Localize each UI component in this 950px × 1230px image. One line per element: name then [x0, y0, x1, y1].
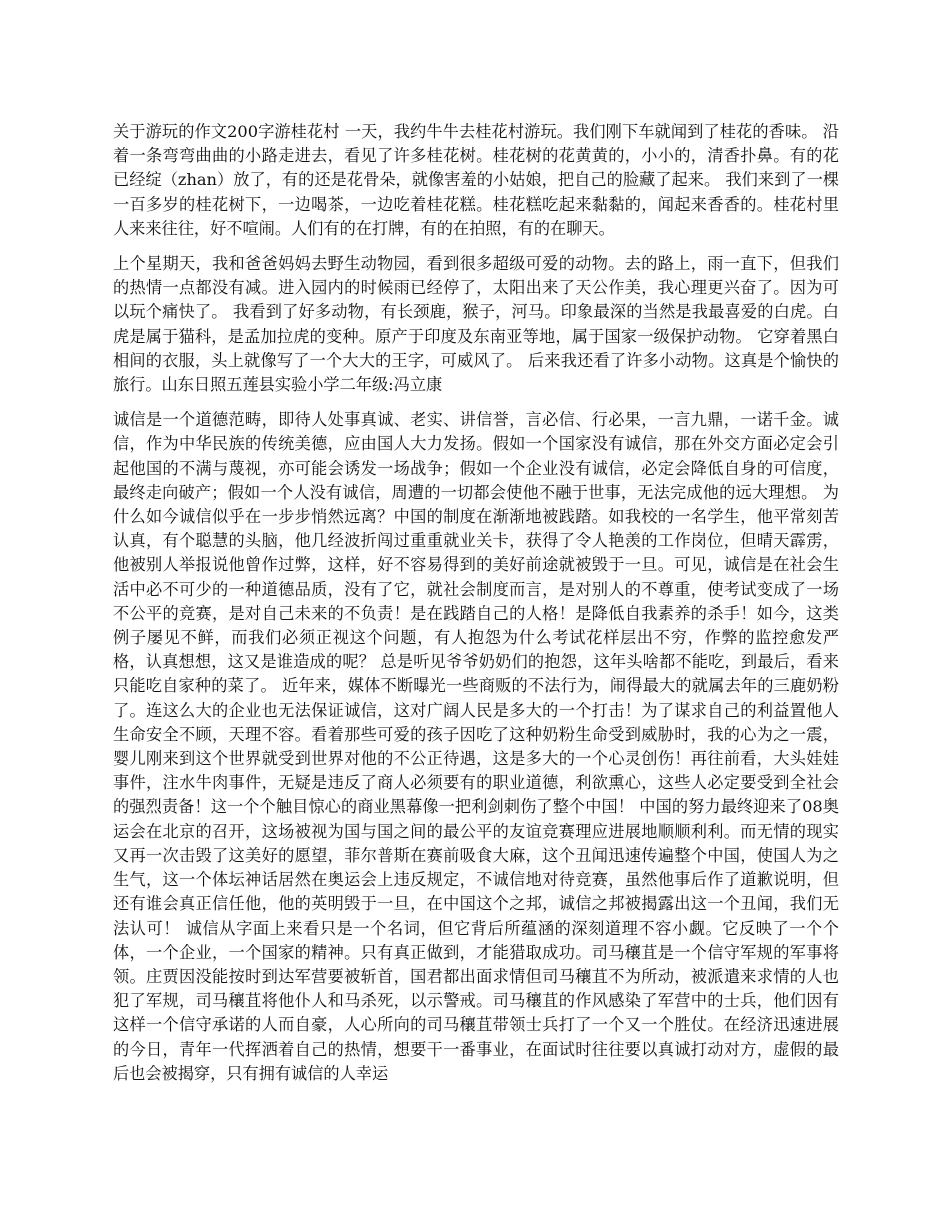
paragraph-integrity-essay: 诚信是一个道德范畴，即待人处事真诚、老实、讲信誉，言必信、行必果，一言九鼎，一诺千金。诚信，作为中华民族的传统美德，应由国人大力发扬。假如一个国家没有诚信，那在外交方面必定会引起他国的不满与蔑视，亦可能会诱发一场战争；假如一个企业没有诚信，必定会降低自身的可信度，最终走向破产；假如一个人没有诚信，周遭的一切都会使他不融于世事，无法完成他的远大理想。 为什么如今诚信似乎在一步步悄然远离？中国的制度在渐渐地被践踏。如我校的一名学生，他平常刻苦认真，有个聪慧的头脑，他几经波折闯过重重就业关卡，获得了令人艳羡的工作岗位，但晴天霹雳，他被别人举报说他曾作过弊，这样，好不容易得到的美好前途就被毁于一旦。可见，诚信是在社会生活中必不可少的一种道德品质，没有了它，就社会制度而言，是对别人的不尊重，使考试变成了一场不公平的竞赛，是对自己未来的不负责！是在践踏自己的人格！是降低自我素养的杀手！如今，这类例子屡见不鲜，而我们必须正视这个问题，有人抱怨为什么考试花样层出不穷，作弊的监控愈发严格，认真想想，这又是谁造成的呢？ 总是听见爷爷奶奶们的抱怨，这年头啥都不能吃，到最后，看来只能吃自家种的菜了。 近年来，媒体不断曝光一些商贩的不法行为，闹得最大的就属去年的三鹿奶粉了。连这么大的企业也无法保证诚信，这对广阔人民是多大的一个打击！为了谋求自己的利益置他人生命安全不顾，天理不容。看着那些可爱的孩子因吃了这种奶粉生命受到威胁时，我的心为之一震，婴儿刚来到这个世界就受到世界对他的不公正待遇，这是多大的一个心灵创伤！再往前看，大头娃娃事件，注水牛肉事件，无疑是违反了商人必须要有的职业道德，利欲熏心，这些人必定要受到全社会的强烈责备！这一个个触目惊心的商业黑幕像一把利剑刺伤了整个中国！ 中国的努力最终迎来了08奥运会在北京的召开，这场被视为国与国之间的最公平的友谊竞赛理应进展地顺顺利利。而无情的现实又再一次击毁了这美好的愿望，菲尔普斯在赛前吸食大麻，这个丑闻迅速传遍整个中国，使国人为之生气，这一个体坛神话居然在奥运会上违反规定，不诚信地对待竞赛，虽然他事后作了道歉说明，但还有谁会真正信任他，他的英明毁于一旦，在中国这个之邦，诚信之邦被揭露出这一个丑闻，我们无法认可！ 诚信从字面上来看只是一个名词，但它背后所蕴涵的深刻道理不容小觑。它反映了一个个体，一个企业，一个国家的精神。只有真正做到，才能猎取成功。司马穰苴是一个信守军规的军事将领。庄贾因没能按时到达军营要被斩首，国君都出面求情但司马穰苴不为所动，被派遣来求情的人也犯了军规，司马穰苴将他仆人和马杀死，以示警戒。司马穰苴的作风感染了军营中的士兵，他们因有这样一个信守承诺的人而自豪，人心所向的司马穰苴带领士兵打了一个又一个胜仗。在经济迅速进展的今日，青年一代挥洒着自己的热情，想要干一番事业，在面试时往往要以真诚打动对方，虚假的最后也会被揭穿，只有拥有诚信的人幸运	[113, 410, 839, 1083]
document-body	[113, 120, 839, 1097]
paragraph-wildlife-park: 上个星期天，我和爸爸妈妈去野生动物园，看到很多超级可爱的动物。去的路上，雨一直下，但我们的热情一点都没有减。进入园内的时候雨已经停了，太阳出来了天公作美，我心理更兴奋了。因为可以玩个痛快了。 我看到了好多动物，有长颈鹿，猴子，河马。印象最深的当然是我最喜爱的白虎。白虎是属于猫科，是孟加拉虎的变种。原产于印度及东南亚等地，属于国家一级保护动物。 它穿着黑白相间的衣服，头上就像写了一个大大的王字，可威风了。 后来我还看了许多小动物。这真是个愉快的旅行。山东日照五莲县实验小学二年级:冯立康	[113, 254, 839, 395]
paragraph-osmanthus-village: 关于游玩的作文200字游桂花村 一天，我约牛牛去桂花村游玩。我们刚下车就闻到了桂花的香味。 沿着一条弯弯曲曲的小路走进去，看见了许多桂花树。桂花树的花黄黄的，小小的，清香扑鼻。有的花已经绽（zhan）放了，有的还是花骨朵，就像害羞的小姑娘，把自己的脸藏了起来。 我们来到了一棵一百多岁的桂花树下，一边喝茶，一边吃着桂花糕。桂花糕吃起来黏黏的，闻起来香香的。桂花村里人来来往往，好不喧闹。人们有的在打牌，有的在拍照，有的在聊天。	[113, 122, 839, 238]
